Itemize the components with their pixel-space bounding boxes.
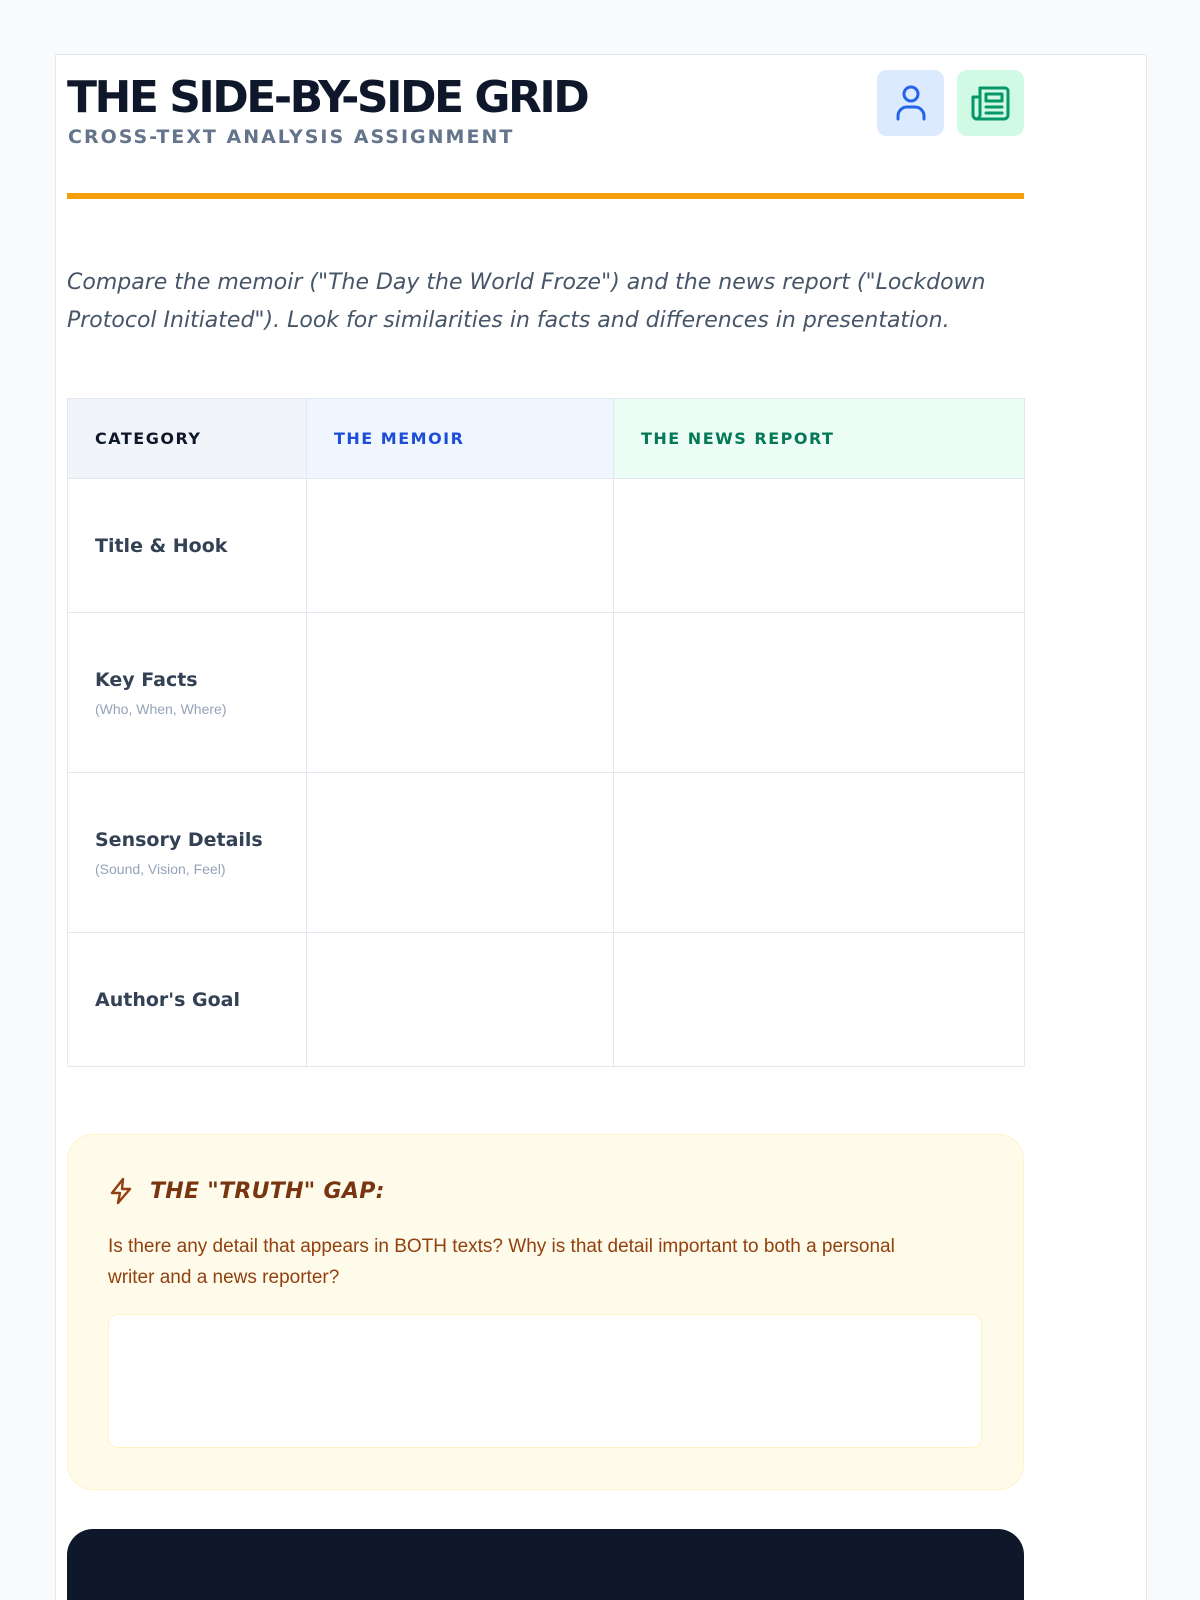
user-icon [894, 84, 928, 122]
callout-question: Is there any detail that appears in BOTH texts? Why is that detail important to both a personal writer and a news reporter? [108, 1236, 895, 1288]
memoir-answer-cell[interactable] [307, 613, 614, 773]
newspaper-icon [971, 84, 1011, 122]
memoir-answer-cell[interactable] [307, 933, 614, 1067]
row-hint-key-facts: (Who, When, Where) [95, 700, 227, 717]
row-label-cell [68, 933, 307, 1067]
row-label-cell [68, 773, 307, 933]
instructions-text: Compare the memoir ("The Day the World Froze") and the news report ("Lockdown Protocol Initiated"). Look for similarities in facts and differences in presentation. [67, 270, 986, 333]
header-divider [67, 193, 1024, 199]
memoir-answer-cell[interactable] [307, 773, 614, 933]
lightning-icon [108, 1177, 134, 1205]
footer-panel [67, 1529, 1024, 1600]
grid-header-row [68, 399, 1025, 479]
row-label-cell [68, 613, 307, 773]
news-answer-cell[interactable] [614, 933, 1025, 1067]
memoir-answer-cell[interactable] [307, 479, 614, 613]
callout-heading [108, 1177, 385, 1205]
callout-title: THE "TRUTH" GAP: [150, 1178, 385, 1204]
table-row [68, 613, 1025, 773]
page-subtitle: CROSS-TEXT ANALYSIS ASSIGNMENT [68, 126, 515, 148]
row-label-sensory-details: Sensory Details [95, 828, 263, 851]
truth-gap-answer-box[interactable] [108, 1314, 982, 1448]
comparison-grid [67, 398, 1025, 1067]
user-icon-button[interactable] [877, 70, 944, 136]
row-label-key-facts: Key Facts [95, 668, 198, 691]
column-header-memoir: THE MEMOIR [307, 399, 614, 479]
table-row [68, 933, 1025, 1067]
worksheet-header [67, 70, 1024, 200]
column-header-news-report: THE NEWS REPORT [614, 399, 1025, 479]
row-hint-sensory-details: (Sound, Vision, Feel) [95, 860, 226, 877]
table-row [68, 773, 1025, 933]
truth-gap-callout [67, 1134, 1024, 1490]
newspaper-icon-button[interactable] [957, 70, 1024, 136]
page-title: THE SIDE-BY-SIDE GRID [67, 72, 588, 123]
news-answer-cell[interactable] [614, 613, 1025, 773]
table-row [68, 479, 1025, 613]
row-label-cell [68, 479, 307, 613]
news-answer-cell[interactable] [614, 479, 1025, 613]
column-header-category: CATEGORY [68, 399, 307, 479]
row-label-title-hook: Title & Hook [95, 534, 228, 557]
row-label-authors-goal: Author's Goal [95, 988, 240, 1011]
news-answer-cell[interactable] [614, 773, 1025, 933]
